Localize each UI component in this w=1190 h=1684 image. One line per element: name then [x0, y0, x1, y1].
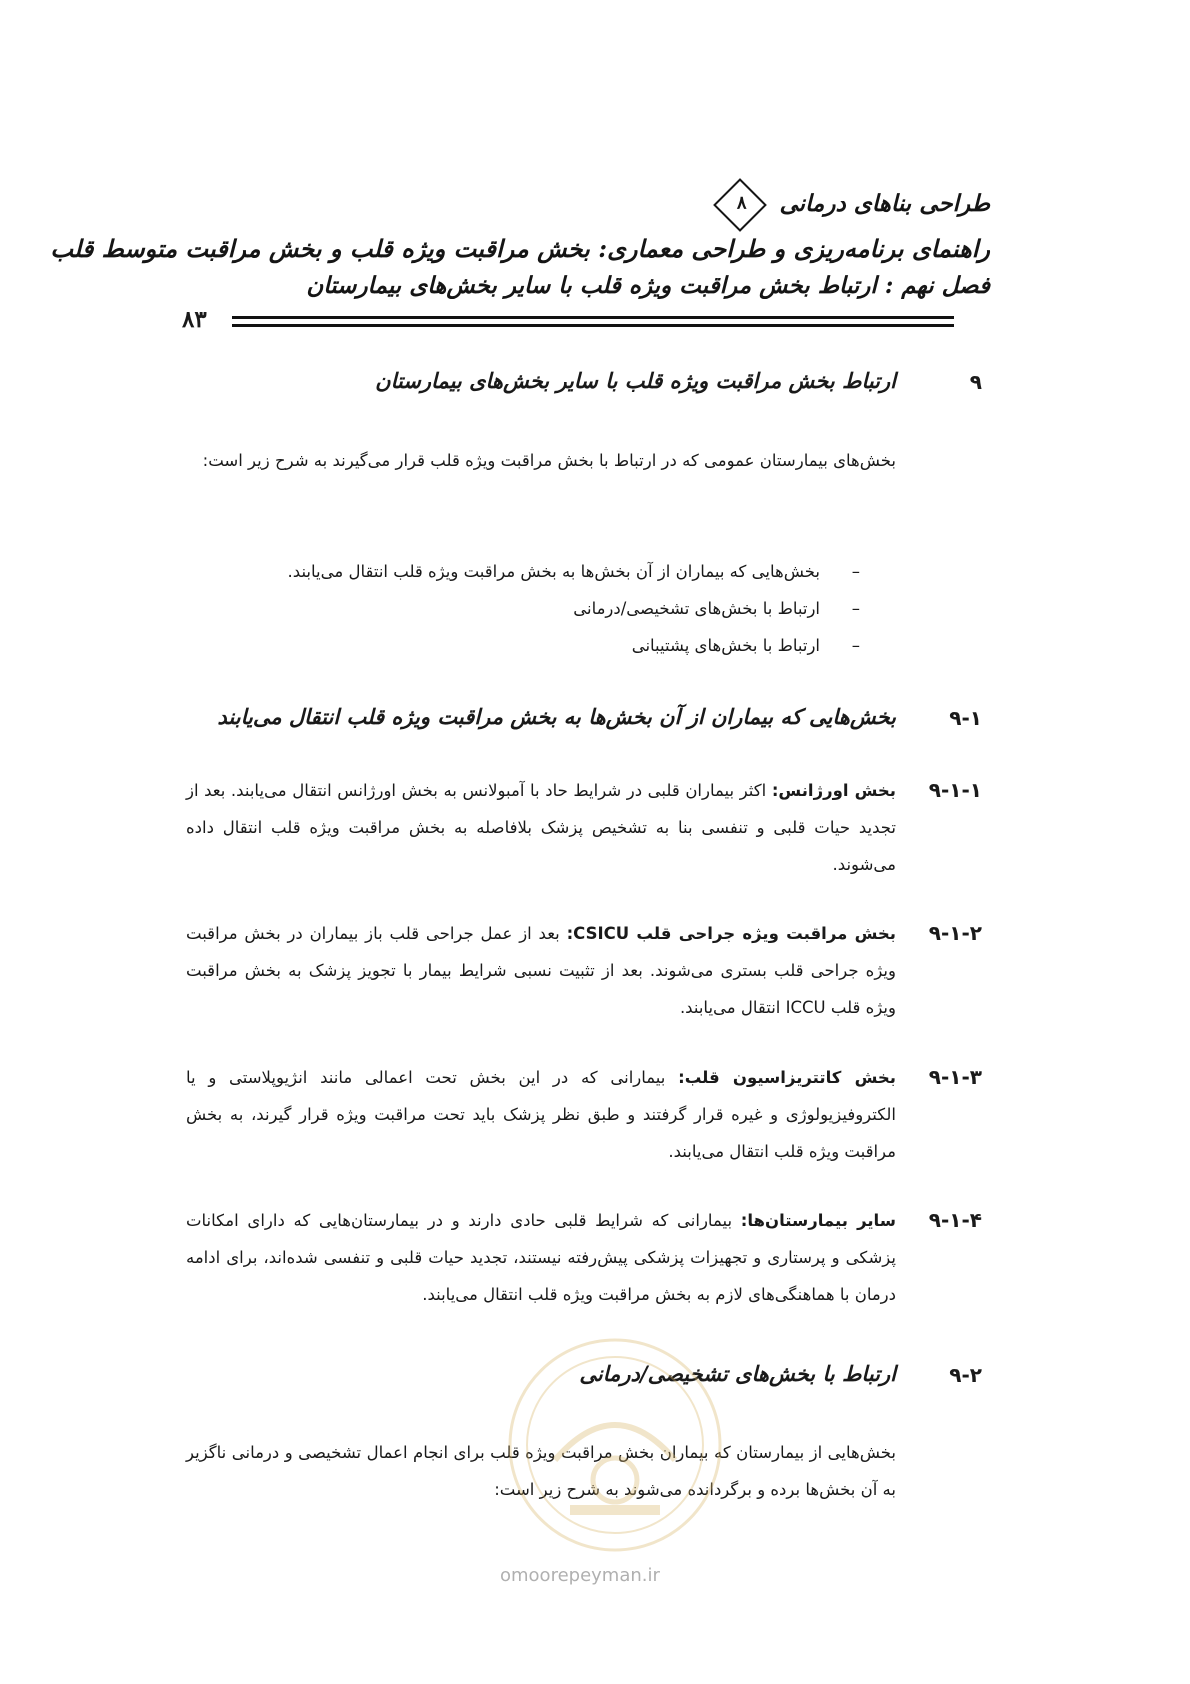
bullet-dash: –	[851, 599, 860, 618]
list-item-text: ارتباط با بخش‌های تشخیصی/درمانی	[573, 599, 820, 618]
item-text: بیمارانی که در این بخش تحت اعمالی مانند انژیوپلاستی و یا الکتروفیزیولوژی و غیره قرار گرفتند و طبق نظر پزشک باید تحت مراقبت ویژه قرار گیرند، به بخش مراقبت ویژه قلب انتقال می‌یابند.	[186, 1068, 896, 1161]
item-number: ۹-۱-۳	[928, 1065, 982, 1089]
series-number: ۸	[737, 192, 748, 214]
item-number: ۹-۱-۲	[928, 921, 982, 945]
subsection-number: ۹-۲	[949, 1363, 982, 1387]
item-lead: سایر بیمارستان‌ها:	[740, 1211, 896, 1230]
series-title-line	[717, 186, 990, 224]
item-lead: بخش مراقبت ویژه جراحی قلب CSICU:	[566, 924, 896, 943]
item-text: بیمارانی که شرایط قلبی حادی دارند و در بیمارستان‌هایی که دارای امکانات پزشکی و پرستاری و تجهیزات پزشکی پیش‌رفته نیستند، تجدید حیات قلبی و تنفسی شده‌اند، برای ادامه درمان با هماهنگی‌های لازم به بخش مراقبت ویژه قلب انتقال می‌یابند.	[186, 1211, 896, 1304]
list-item	[288, 553, 860, 590]
section-paragraph: بخش‌هایی از بیمارستان که بیماران بخش مراقبت ویژه قلب برای انجام اعمال تشخیصی و درمانی ناگزیر به آن بخش‌ها برده و برگردانده می‌شوند به شرح زیر است:	[186, 1443, 896, 1499]
subsection-heading: بخش‌هایی که بیماران از آن بخش‌ها به بخش مراقبت ویژه قلب انتقال می‌یابند	[217, 704, 896, 729]
page-number: ۸۳	[182, 306, 207, 333]
item-text: اکثر بیماران قلبی در شرایط حاد با آمبولانس به بخش اورژانس انتقال می‌یابند. بعد از تجدید حیات قلبی و تنفسی بنا به تشخیص پزشک بلافاصله به بخش مراقبت ویژه قلب انتقال داده می‌شوند.	[186, 781, 896, 874]
watermark-logo-icon	[500, 1330, 730, 1560]
bullet-list	[288, 553, 860, 664]
list-item	[288, 590, 860, 627]
chapter-title: فصل نهم : ارتباط بخش مراقبت ویژه قلب با سایر بخش‌های بیمارستان	[306, 272, 990, 299]
item-paragraph	[186, 1059, 896, 1170]
list-item-text: بخش‌هایی که بیماران از آن بخش‌ها به بخش مراقبت ویژه قلب انتقال می‌یابند.	[287, 562, 820, 581]
header-rule-bottom	[232, 324, 954, 327]
item-number: ۹-۱-۴	[928, 1208, 982, 1232]
series-title: طراحی بناهای درمانی	[779, 190, 990, 217]
watermark-url: omoorepeyman.ir	[500, 1565, 660, 1586]
bullet-dash: –	[851, 562, 860, 581]
item-paragraph	[186, 1202, 896, 1313]
guide-title: راهنمای برنامه‌ریزی و طراحی معماری: بخش مراقبت ویژه قلب و بخش مراقبت متوسط قلب	[50, 234, 990, 263]
item-paragraph	[186, 772, 896, 883]
series-number-badge	[714, 178, 768, 232]
subsection-number: ۹-۱	[949, 706, 982, 730]
item-paragraph	[186, 915, 896, 1026]
list-item	[288, 627, 860, 664]
list-item-text: ارتباط با بخش‌های پشتیبانی	[631, 636, 820, 655]
item-text: بعد از عمل جراحی قلب باز بیماران در بخش مراقبت ویژه جراحی قلب بستری می‌شوند. بعد از تثبیت نسبی شرایط بیمار با تجویز پزشک به بخش مراقبت ویژه قلب ICCU انتقال می‌یابند.	[186, 924, 896, 1017]
section-heading: ارتباط بخش مراقبت ویژه قلب با سایر بخش‌های بیمارستان	[375, 368, 896, 393]
bullet-dash: –	[851, 636, 860, 655]
header-rule-top	[232, 316, 954, 319]
item-lead: بخش اورژانس:	[771, 781, 896, 800]
section-intro: بخش‌های بیمارستان عمومی که در ارتباط با بخش مراقبت ویژه قلب قرار می‌گیرند به شرح زیر است:	[202, 451, 896, 470]
section-number: ۹	[969, 370, 982, 394]
item-lead: بخش کاتتریزاسیون قلب:	[678, 1068, 897, 1087]
subsection-heading: ارتباط با بخش‌های تشخیصی/درمانی	[579, 1361, 896, 1386]
item-number: ۹-۱-۱	[928, 778, 982, 802]
